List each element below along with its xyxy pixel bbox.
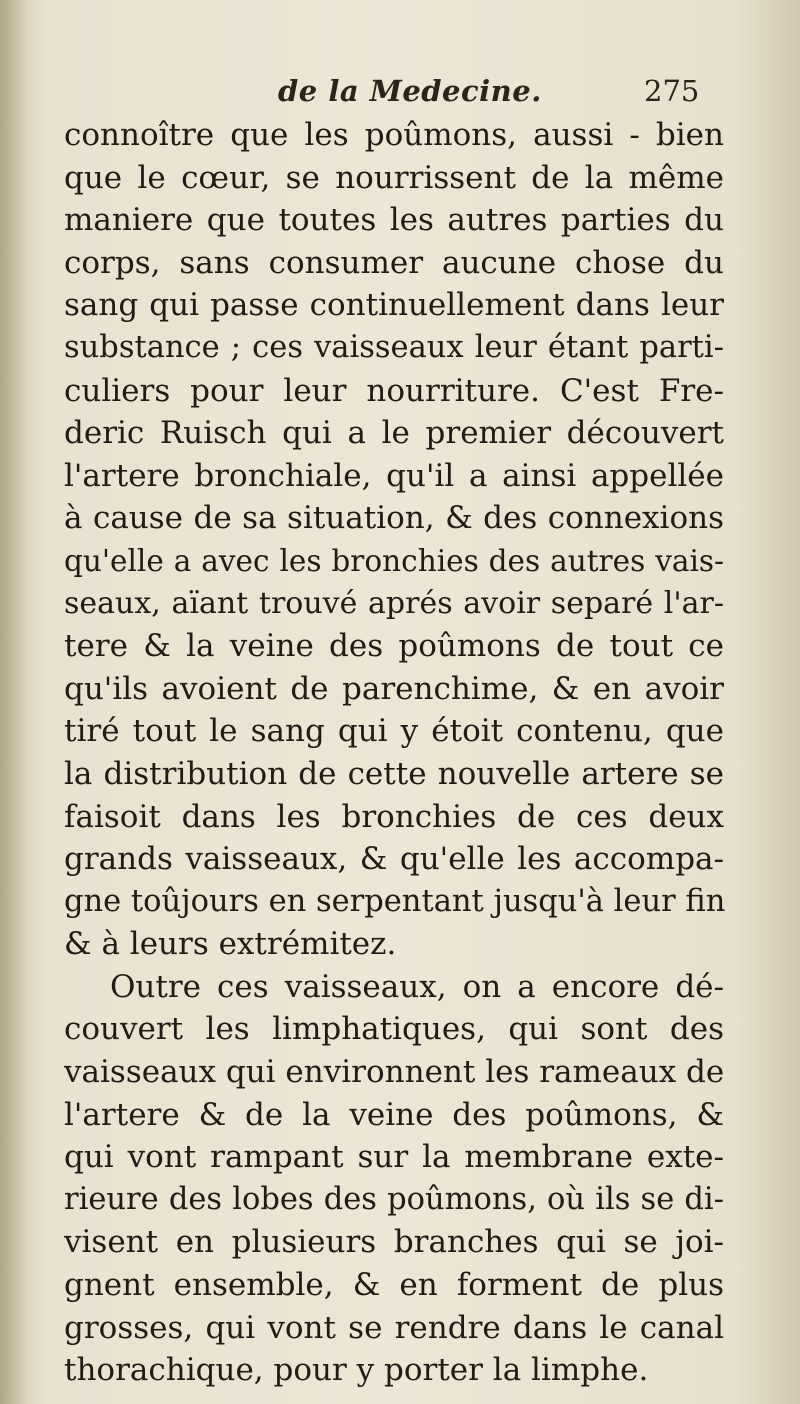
text-line: culiers pour leur nourriture. C'est Fre-	[64, 372, 724, 409]
text-line: deric Ruisch qui a le premier découvert	[64, 415, 724, 452]
text-line: gnent ensemble, & en forment de plus	[64, 1267, 724, 1304]
running-head-title: de la Medecine.	[278, 74, 542, 108]
text-line: qu'ils avoient de parenchime, & en avoir	[64, 670, 724, 707]
text-line: seaux, aïant trouvé aprés avoir separé l'ar-	[64, 585, 724, 621]
text-line: sang qui passe continuellement dans leur	[64, 287, 724, 324]
text-line: grosses, qui vont se rendre dans le canal	[64, 1309, 724, 1346]
text-line: couvert les limphatiques, qui sont des	[64, 1011, 724, 1048]
text-line: l'artere bronchiale, qu'il a ainsi appellée	[64, 457, 724, 494]
text-line: vaisseaux qui environnent les rameaux de	[64, 1054, 725, 1091]
text-line: visent en plusieurs branches qui se joi-	[64, 1224, 724, 1261]
text-line: gne toûjours en serpentant jusqu'à leur fin	[64, 883, 726, 919]
text-line: substance ; ces vaisseaux leur étant parti-	[64, 329, 724, 365]
text-line: tere & la veine des poûmons de tout ce	[64, 628, 724, 665]
text-line: corps, sans consumer aucune chose du	[64, 244, 724, 281]
text-line: rieure des lobes des poûmons, où ils se di-	[64, 1181, 724, 1217]
text-line: thorachique, pour y porter la limphe.	[64, 1352, 649, 1389]
text-line: connoître que les poûmons, aussi - bien	[64, 117, 724, 153]
page-number: 275	[644, 74, 700, 108]
text-line: l'artere & de la veine des poûmons, &	[64, 1096, 724, 1133]
text-line: Outre ces vaisseaux, on a encore dé-	[110, 968, 724, 1005]
text-line: grands vaisseaux, & qu'elle les accompa-	[64, 841, 724, 878]
text-line: tiré tout le sang qui y étoit contenu, que	[64, 713, 724, 750]
text-line: qui vont rampant sur la membrane exte-	[64, 1139, 724, 1176]
text-line: & à leurs extrémitez.	[64, 926, 397, 963]
running-head	[0, 70, 800, 110]
body-text	[64, 114, 724, 1392]
text-line: la distribution de cette nouvelle artere se	[64, 755, 724, 792]
text-line: que le cœur, se nourrissent de la même	[64, 159, 724, 196]
text-line: qu'elle a avec les bronchies des autres vais-	[64, 543, 724, 578]
text-line: maniere que toutes les autres parties du	[64, 202, 724, 239]
text-line: à cause de sa situation, & des connexions	[64, 500, 724, 537]
page-gutter-shadow	[0, 0, 28, 1404]
text-line: faisoit dans les bronchies de ces deux	[64, 798, 724, 835]
